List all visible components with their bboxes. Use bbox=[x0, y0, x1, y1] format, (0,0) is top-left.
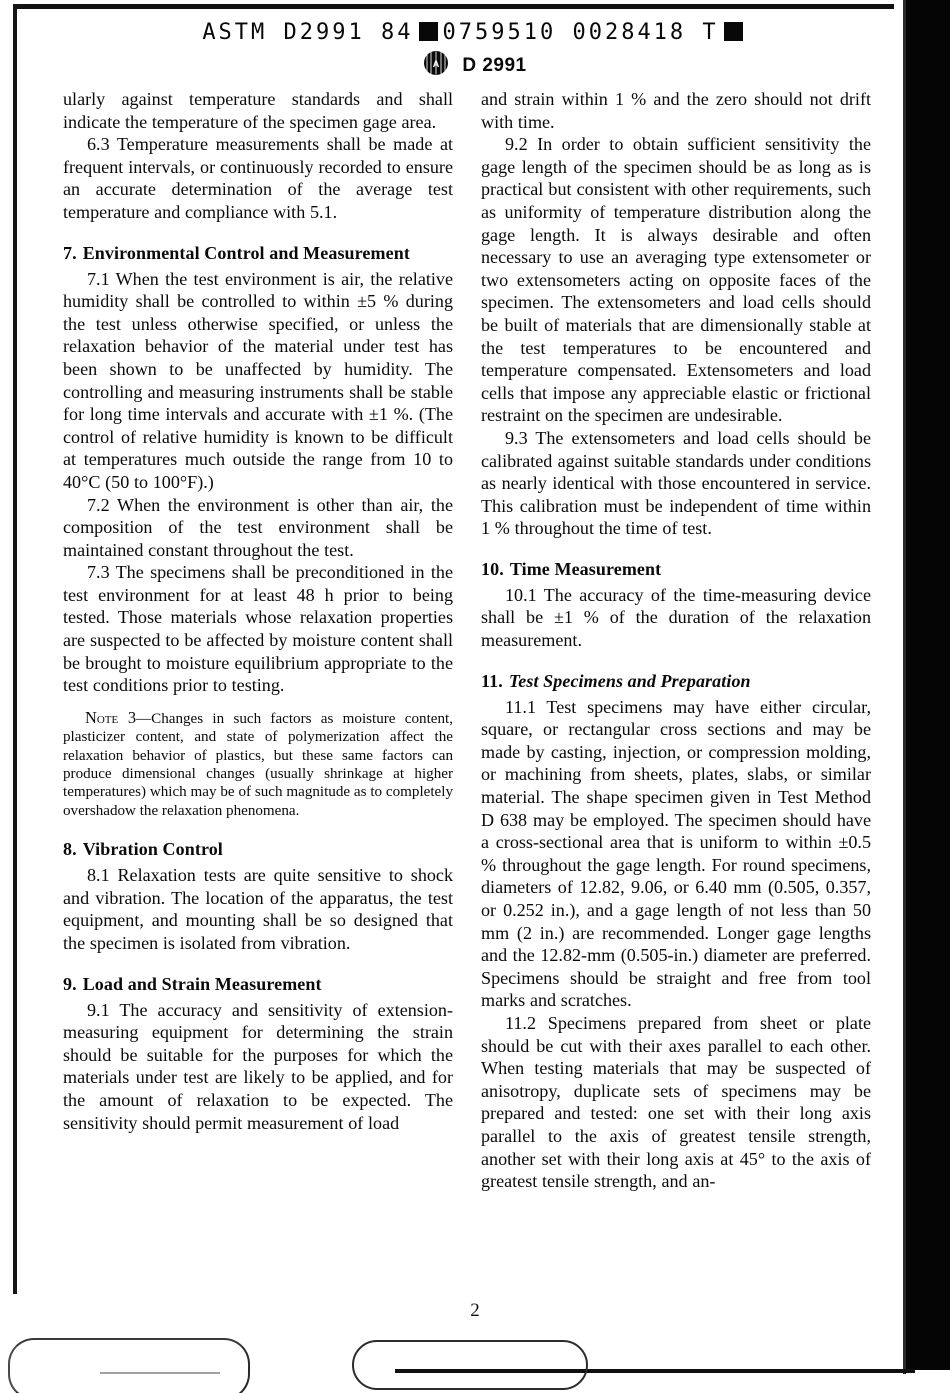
paragraph-9-2: 9.2 In order to obtain sufficient sensitivity the gage length of the specimen should be as long as is practical but consistent with other requirements, such as uniformity of temperature distribution along the gage length. It is always desirable and often necessary to use an averaging type extensometer or two extensometers acting on opposite faces of the specimen. The extensometers and load cells should be built of materials that are dimensionally stable at the test temperatures to be encountered and temperature compensated. Extensometers and load cells that impose any appreciable elastic or frictional restraint on the specimen are undesirable. bbox=[481, 134, 871, 426]
astm-logo-icon bbox=[423, 50, 449, 81]
scan-artifact-center bbox=[352, 1340, 588, 1390]
section-title: Vibration Control bbox=[82, 839, 223, 860]
standard-number: D 2991 bbox=[462, 55, 527, 76]
left-column bbox=[63, 88, 453, 1193]
paragraph-7-2: 7.2 When the environment is other than air, the composition of the test environment shall be maintained constant throughout the test. bbox=[63, 494, 453, 560]
section-number: 7. bbox=[63, 242, 77, 263]
scan-artifact-smudge bbox=[100, 1372, 220, 1374]
note-label: Note 3 bbox=[85, 707, 137, 727]
filled-square-icon bbox=[419, 22, 438, 41]
scan-edge-top bbox=[14, 4, 894, 9]
paragraph-9-1: 9.1 The accuracy and sensitivity of extension-measuring equipment for determining the strain should be suitable for the purposes for which the materials under test are likely to be applied, and for the amount of relaxation to be expected. The sensitivity should permit measurement of load bbox=[63, 999, 453, 1133]
paragraph-7-1: 7.1 When the test environment is air, the relative humidity shall be controlled to within ±5 % during the test unless otherwise specified, or unless the relaxation behavior of the material under test has been shown to be unaffected by humidity. The controlling and measuring instruments shall be stable for long time intervals and accurate with ±1 %. (The control of relative humidity is known to be difficult at temperatures much outside the range from 10 to 40°C (50 to 100°F).) bbox=[63, 268, 453, 492]
section-number: 10. bbox=[481, 558, 504, 579]
two-column-body bbox=[63, 88, 871, 1193]
section-number: 11. bbox=[481, 670, 503, 691]
paragraph-7-3: 7.3 The specimens shall be preconditioned in the test environment for at least 48 h prior to being tested. Those materials whose relaxation properties are suspected to be affected by moisture content shall be brought to moisture equilibrium appropriate to the test conditions prior to testing. bbox=[63, 562, 453, 696]
paragraph-6-3: 6.3 Temperature measurements shall be made at frequent intervals, or continuously recorded to ensure an accurate determination of the average test temperature and compliance with 5.1. bbox=[63, 134, 453, 222]
paragraph-continued: ularly against temperature standards and shall indicate the temperature of the specimen gage area. bbox=[63, 89, 453, 132]
scan-artifact-left bbox=[8, 1338, 250, 1393]
ocr-prefix: ASTM D2991 84 bbox=[202, 20, 414, 45]
ocr-middle: 0759510 0028418 T bbox=[442, 20, 719, 45]
page-number: 2 bbox=[470, 1300, 480, 1321]
paragraph-11-1: 11.1 Test specimens may have either circular, square, or rectangular cross sections and may be made by casting, injection, or compression molding, or machining from sheets, plates, slabs, or similar material. The shape specimen given in Test Method D 638 may be employed. The specimen should have a cross-sectional area that is uniform to within ±0.5 % throughout the gage length. For round specimens, diameters of 12.82, 9.06, or 6.40 mm (0.505, 0.357, or 0.252 in.), and a gage length of not less than 50 mm (2 in.) are recommended. Longer gage lengths and the 12.82-mm (0.505-in.) diameter are preferred. Specimens should be straight and free from tool marks and scratches. bbox=[481, 696, 871, 1011]
scan-edge-right-band bbox=[906, 0, 950, 1370]
ocr-header-line bbox=[0, 20, 950, 45]
standard-designation-line bbox=[0, 50, 950, 81]
svg-text:A: A bbox=[433, 59, 440, 69]
section-heading-8 bbox=[63, 838, 453, 860]
section-number: 8. bbox=[63, 839, 77, 860]
paragraph-continued: and strain within 1 % and the zero should not drift with time. bbox=[481, 89, 871, 132]
section-heading-9 bbox=[63, 973, 453, 995]
section-title: Test Specimens and Preparation bbox=[508, 670, 751, 691]
section-heading-11 bbox=[481, 670, 871, 692]
note-3 bbox=[63, 709, 453, 820]
paragraph-8-1: 8.1 Relaxation tests are quite sensitive to shock and vibration. The location of the apparatus, the test equipment, and mounting shall be so designed that the specimen is isolated from vibration. bbox=[63, 865, 453, 954]
section-title: Time Measurement bbox=[509, 558, 662, 579]
section-title: Load and Strain Measurement bbox=[82, 973, 322, 994]
section-number: 9. bbox=[63, 973, 77, 994]
paragraph-10-1: 10.1 The accuracy of the time-measuring device shall be ±1 % of the duration of the relaxation measurement. bbox=[481, 584, 871, 651]
section-heading-10 bbox=[481, 558, 871, 580]
section-title: Environmental Control and Measurement bbox=[82, 242, 410, 263]
filled-square-icon bbox=[724, 22, 743, 41]
note-text: —Changes in such factors as moisture content, plasticizer content, and state of polymerization affect the relaxation behavior of plastics, but these same factors can produce dimensional changes (usually shrinkage at higher temperatures) which may be of such magnitude as to completely overshadow the relaxation phenomena. bbox=[63, 710, 453, 819]
paragraph-11-2: 11.2 Specimens prepared from sheet or plate should be cut with their axes parallel to each other. When testing materials that may be suspected of anisotropy, duplicate sets of specimens may be prepared and tested: one set with their long axis parallel to the axis of greatest tensile strength, another set with their long axis at 45° to the axis of greatest tensile strength, and an- bbox=[481, 1012, 871, 1192]
section-heading-7 bbox=[63, 242, 453, 264]
scan-edge-left bbox=[13, 4, 17, 1294]
paragraph-9-3: 9.3 The extensometers and load cells should be calibrated against suitable standards under conditions as nearly identical with those encountered in service. This calibration must be independent of time within 1 % throughout the time of test. bbox=[481, 427, 871, 539]
right-column bbox=[481, 88, 871, 1193]
